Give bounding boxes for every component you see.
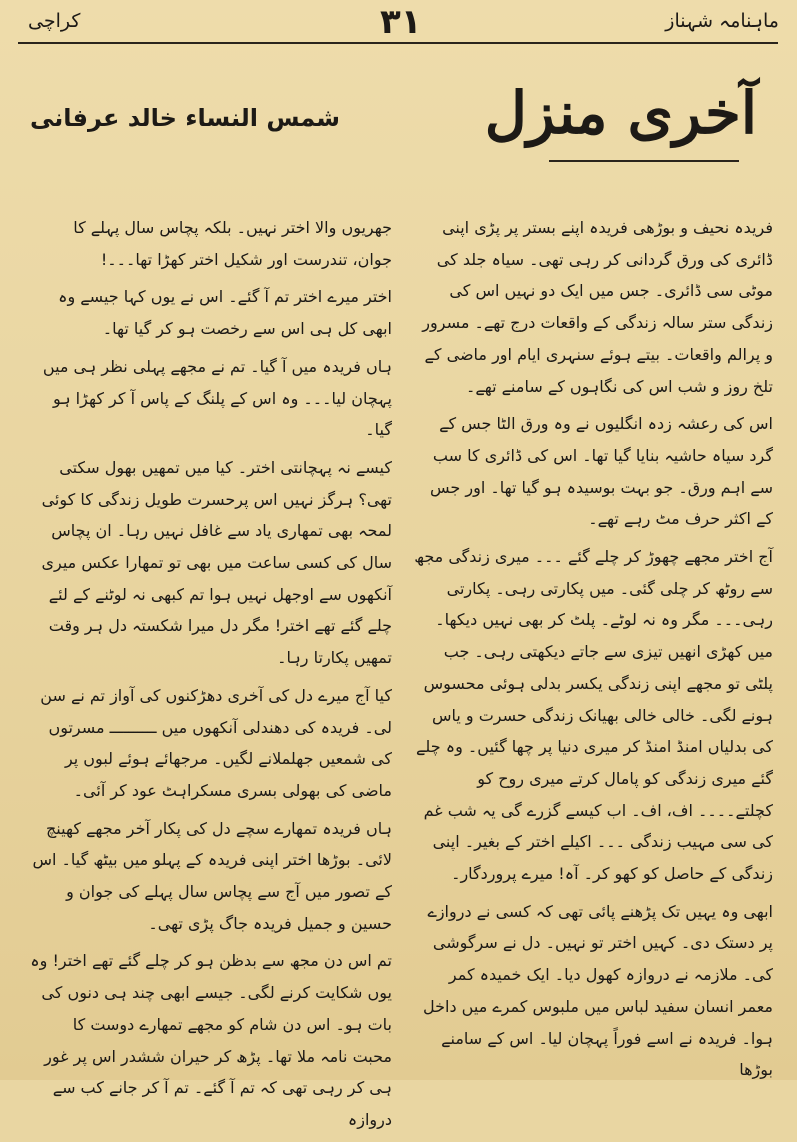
header-rule [18,42,778,44]
city-name: کراچی [28,10,81,32]
paragraph: کیا آج میرے دل کی آخری دھڑکنوں کی آواز تم نے سن لی۔ فریدہ کی دھندلی آنکھوں میں ــــــــــ مسرتوں کی شمعیں جھلملانے لگیں۔ مرجھائے ہوئے لبوں پر ماضی کی بھولی بسری مسکراہٹ عود کر آئی۔ [40,685,392,800]
paragraph: جھریوں والا اختر نہیں۔ بلکہ پچاس سال پہلے کا جوان، تندرست اور شکیل اختر کھڑا تھا۔۔۔! [73,218,392,269]
paragraph: تم اس دن مجھ سے بدظن ہو کر چلے گئے تھے اختر! وہ یوں شکایت کرنے لگی۔ جیسے ابھی چند ہی دنوں کی بات ہو۔ اس دن شام کو مجھے تمھارے دوست کا محبت نامہ ملا تھا۔ پڑھ کر حیران ششدر اس پر غور ہی کر رہی تھی کہ تم آ گئے۔ تم آ کر جانے کب سے دروازہ [30,951,392,1129]
paragraph: ہاں فریدہ میں آ گیا۔ تم نے مجھے پہلی نظر ہی میں پہچان لیا۔۔۔ وہ اس کے پلنگ کے پاس آ کر کھڑا ہو گیا۔ [42,356,392,440]
paragraph: آج اختر مجھے چھوڑ کر چلے گئے ۔۔۔ میری زندگی مجھ سے روٹھ کر چلی گئی۔ میں پکارتی رہی۔ پکارتی رہی۔۔۔ مگر وہ نہ لوٹے۔ پلٹ کر بھی نہیں دیکھا۔ میں کھڑی انھیں تیزی سے جاتے دیکھتی رہی۔ جب پلٹی تو مجھے اپنی زندگی یکسر بدلی ہوئی محسوس ہونے لگی۔ خالی خالی بھیانک زندگی حسرت و یاس کی بدلیاں امنڈ امنڈ کر میری دنیا پر چھا گئیں۔ وہ چلے گئے میری زندگی کو پامال کرتے میری روح کو کچلتے۔۔۔۔ اف، اف۔ اب کیسے گزرے گی یہ شب غم کی سی مہیب زندگی ۔۔۔ اکیلے اختر کے بغیر۔ اپنی زندگی کے حاصل کو کھو کر۔ آہ! میرے پروردگار۔ [414,547,773,884]
left-text-column [30,212,392,1142]
magazine-name: ماہنامہ شہناز [665,10,779,32]
story-author: شمس النساء خالد عرفانی [30,104,340,132]
paragraph: اختر میرے اختر تم آ گئے۔ اس نے یوں کہا جیسے وہ ابھی کل ہی اس سے رخصت ہو کر گیا تھا۔ [58,287,392,339]
paragraph: ہاں فریدہ تمھارے سچے دل کی پکار آخر مجھے کھینچ لائی۔ بوڑھا اختر اپنی فریدہ کے پہلو میں بیٹھ گیا۔ اس کے تصور میں آج سے پچاس سال پہلے کی جوان و حسین و جمیل فریدہ جاگ پڑی تھی۔ [32,818,392,933]
paragraph: ابھی وہ یہیں تک پڑھنے پائی تھی کہ کسی نے دروازے پر دستک دی۔ کہیں اختر تو نہیں۔ دل نے سرگوشی کی۔ ملازمہ نے دروازہ کھول دیا۔ ایک خمیدہ کمر معمر انسان سفید لباس میں ملبوس کمرے میں داخل ہوا۔ فریدہ نے اسے فوراً پہچان لیا۔ اس کے سامنے بوڑھا [423,901,773,1080]
right-text-column [411,212,773,1092]
page-header [0,0,797,46]
title-underline [549,160,739,162]
story-title: آخری منزل [484,79,757,147]
page-number: ۳۱ [380,2,422,42]
paragraph: فریدہ نحیف و بوڑھی فریدہ اپنے بستر پر پڑی اپنی ڈائری کی ورق گردانی کر رہی تھی۔ سیاہ جلد کی موٹی سی ڈائری۔ جس میں ایک دو نہیں اس کی زندگی ستر سالہ زندگی کے واقعات درج تھے۔ مسرور و پرالم واقعات۔ بیتے ہوئے سنہری ایام اور ماضی کے تلخ روز و شب اس کی نگاہوں کے سامنے تھے۔ [422,218,773,396]
paragraph: اس کی رعشہ زدہ انگلیوں نے وہ ورق الٹا جس کے گرد سیاہ حاشیہ بنایا گیا تھا۔ اس کی ڈائری کا سب سے اہم ورق۔ جو بہت بوسیدہ ہو گیا تھا۔ اور جس کے اکثر حرف مٹ رہے تھے۔ [430,414,773,529]
paragraph: کیسے نہ پہچانتی اختر۔ کیا میں تمھیں بھول سکتی تھی؟ ہرگز نہیں اس پرحسرت طویل زندگی کا کوئی لمحہ بھی تمھاری یاد سے غافل نہیں رہا۔ ان پچاس سال کی کسی ساعت میں بھی تو تمھارا عکس میری آنکھوں سے اوجھل نہیں ہوا تم کبھی نہ لوٹنے کے لئے چلے گئے تھے اختر! مگر دل میرا شکستہ دل ہر وقت تمھیں پکارتا رہا۔ [41,457,392,668]
